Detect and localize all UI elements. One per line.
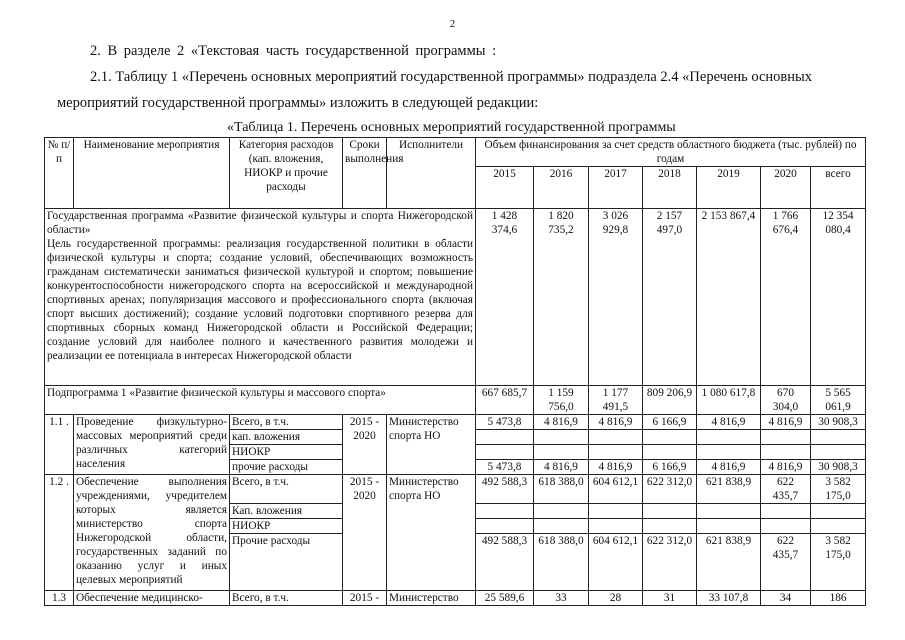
row-value: 25 589,6 [476, 591, 534, 606]
subprogram-row [45, 386, 866, 415]
row-value: 4 816,9 [589, 415, 643, 430]
subprogram-value: 667 685,7 [476, 386, 534, 415]
row-category: Всего, в т.ч. [230, 591, 343, 606]
row-value: 621 838,9 [697, 534, 761, 591]
row-value: 5 473,8 [476, 415, 534, 430]
subprogram-value: 670 304,0 [761, 386, 811, 415]
row-terms: 2015 - 2020 [343, 415, 387, 475]
row-value: 6 166,9 [643, 415, 697, 430]
header-num: № п/п [45, 138, 74, 209]
row-name: Обеспечение медицинско- [74, 591, 230, 606]
subprogram-value: 1 080 617,8 [697, 386, 761, 415]
row-executor: Министерство спорта НО [387, 415, 476, 475]
header-name: Наименование мероприятия [74, 138, 230, 209]
header-year: 2017 [589, 167, 643, 209]
row-num: 1.3 [45, 591, 74, 606]
header-year: 2015 [476, 167, 534, 209]
program-title: Государственная программа «Развитие физической культуры и спорта Нижегородской области» [47, 210, 473, 236]
row-value: 492 588,3 [476, 475, 534, 504]
program-value: 1 428 374,6 [476, 209, 534, 386]
row-name: Обеспечение выполнения учреждениями, учредителем которых является министерство спорта Нижегородской области, государственных заданий по оказанию услуг и иных целевых мероприятий [74, 475, 230, 591]
subprogram-value: 1 177 491,5 [589, 386, 643, 415]
row-executor: Министерство [387, 591, 476, 606]
program-goal: Цель государственной программы: реализация государственной политики в области физической культуры и спорта; создание условий, обеспечивающих возможность гражданам систематически заниматься физической культурой и спортом; повышение конкурентоспособности нижегородского спорта на всероссийской и международной спортивных аренах; популяризация массового и профессионального спорта (включая спорт высших достижений); создание условий подготовки спортивного резерва для спортивных сборных команд Нижегородской области и Российской Федерации; создание условий для наиболее полного и качественного развития молодежи и реализации ее потенциала в интересах Нижегородской области [47, 238, 473, 362]
header-year: 2020 [761, 167, 811, 209]
subprogram-title: Подпрограмма 1 «Развитие физической культуры и массового спорта» [45, 386, 476, 415]
row-value: 4 816,9 [589, 460, 643, 475]
row-value: 4 816,9 [697, 415, 761, 430]
row-value: 33 107,8 [697, 591, 761, 606]
row-value: 604 612,1 [589, 534, 643, 591]
paragraph-2-1: 2.1. Таблицу 1 «Перечень основных мероприятий государственной программы» подраздела 2.4 «Перечень основных [90, 69, 813, 85]
header-year: 2016 [534, 167, 589, 209]
row-category: НИОКР [230, 445, 343, 460]
subprogram-total: 5 565 061,9 [811, 386, 866, 415]
row-category: Прочие расходы [230, 534, 343, 591]
row-value: 4 816,9 [534, 460, 589, 475]
activities-table [44, 137, 866, 606]
row-value: 618 388,0 [534, 475, 589, 504]
row-value: 33 [534, 591, 589, 606]
header-year: 2018 [643, 167, 697, 209]
header-category: Категория расходов (кап. вложения, НИОКР и прочие расходы [230, 138, 343, 209]
row-value: 4 816,9 [697, 460, 761, 475]
program-value: 1 766 676,4 [761, 209, 811, 386]
row-num: 1.1 . [45, 415, 74, 475]
row-value: 28 [589, 591, 643, 606]
row-category: кап. вложения [230, 430, 343, 445]
subprogram-value: 1 159 756,0 [534, 386, 589, 415]
row-category: Кап. вложения [230, 504, 343, 519]
row-category: НИОКР [230, 519, 343, 534]
program-row [45, 209, 866, 386]
row-total: 30 908,3 [811, 460, 866, 475]
row-terms: 2015 - [343, 591, 387, 606]
row-value: 5 473,8 [476, 460, 534, 475]
row-value: 604 612,1 [589, 475, 643, 504]
paragraph-section-2: 2. В разделе 2 «Текстовая часть государственной программы : [90, 43, 497, 59]
row-value: 492 588,3 [476, 534, 534, 591]
row-value: 618 388,0 [534, 534, 589, 591]
row-value: 4 816,9 [534, 415, 589, 430]
page-number: 2 [449, 18, 456, 30]
program-description [45, 209, 476, 386]
row-category: Всего, в т.ч. [230, 415, 343, 430]
program-total: 12 354 080,4 [811, 209, 866, 386]
row-value: 4 816,9 [761, 460, 811, 475]
row-value: 621 838,9 [697, 475, 761, 504]
table-row [45, 591, 866, 606]
row-value: 622 435,7 [761, 534, 811, 591]
subprogram-value: 809 206,9 [643, 386, 697, 415]
row-value: 622 312,0 [643, 534, 697, 591]
row-total: 186 [811, 591, 866, 606]
header-row [45, 138, 866, 167]
row-total: 3 582 175,0 [811, 534, 866, 591]
program-value: 1 820 735,2 [534, 209, 589, 386]
table-title: «Таблица 1. Перечень основных мероприятий государственной программы [227, 120, 676, 135]
row-total: 3 582 175,0 [811, 475, 866, 504]
row-value: 622 435,7 [761, 475, 811, 504]
row-value: 6 166,9 [643, 460, 697, 475]
program-value: 2 157 497,0 [643, 209, 697, 386]
table-row [45, 415, 866, 430]
header-total: всего [811, 167, 866, 209]
program-value: 3 026 929,8 [589, 209, 643, 386]
row-value: 622 312,0 [643, 475, 697, 504]
row-name: Проведение физкультурно-массовых мероприятий среди различных категорий населения [74, 415, 230, 475]
row-value: 31 [643, 591, 697, 606]
header-terms: Сроки выполнения [343, 138, 387, 209]
header-year: 2019 [697, 167, 761, 209]
header-funding: Объем финансирования за счет средств областного бюджета (тыс. рублей) по годам [476, 138, 866, 167]
row-executor: Министерство спорта НО [387, 475, 476, 591]
row-category: Всего, в т.ч. [230, 475, 343, 504]
row-terms: 2015 - 2020 [343, 475, 387, 591]
row-num: 1.2 . [45, 475, 74, 591]
row-total: 30 908,3 [811, 415, 866, 430]
row-value: 4 816,9 [761, 415, 811, 430]
table-row [45, 475, 866, 504]
paragraph-2-1-continued: мероприятий государственной программы» изложить в следующей редакции: [57, 95, 539, 111]
row-category: прочие расходы [230, 460, 343, 475]
header-executors: Исполнители [387, 138, 476, 209]
program-value: 2 153 867,4 [697, 209, 761, 386]
row-value: 34 [761, 591, 811, 606]
